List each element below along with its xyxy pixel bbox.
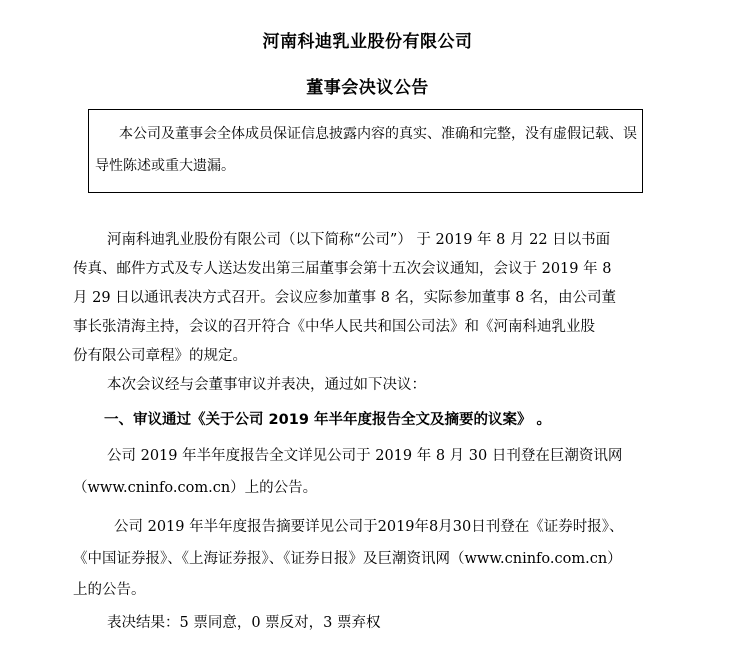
para3-line-1: 公司 2019 年半年度报告全文详见公司于 2019 年 8 月 30 日刊登在巨潮资讯网 (107, 448, 623, 464)
para1-line-3: 月 29 日以通讯表决方式召开。会议应参加董事 8 名，实际参加董事 8 名，由公司董 (73, 290, 617, 306)
disclaimer-box (88, 109, 643, 193)
para1-line-4: 事长张清海主持，会议的召开符合《中华人民共和国公司法》和《河南科迪乳业股 (73, 319, 595, 335)
para2-line: 本次会议经与会董事审议并表决，通过如下决议： (107, 377, 426, 393)
resolution-1-heading: 一、审议通过《关于公司 2019 年半年度报告全文及摘要的议案》 。 (104, 412, 551, 428)
para1-line-1: 河南科迪乳业股份有限公司（以下简称“公司”） 于 2019 年 8 月 22 日以书面 (107, 232, 611, 248)
vote-result: 表决结果：5 票同意，0 票反对，3 票弃权 (107, 615, 381, 631)
disclaimer-line-2: 导性陈述或重大遗漏。 (95, 158, 235, 174)
para4-line-1: 公司 2019 年半年度报告摘要详见公司于2019年8月30日刊登在《证券时报》、 (114, 519, 624, 535)
para1-line-2: 传真、邮件方式及专人送达发出第三届董事会第十五次会议通知，会议于 2019 年 8 (73, 261, 612, 277)
document-title: 董事会决议公告 (306, 78, 429, 98)
disclaimer-line-1: 本公司及董事会全体成员保证信息披露内容的真实、准确和完整，没有虚假记载、误 (119, 126, 637, 142)
company-name: 河南科迪乳业股份有限公司 (262, 32, 473, 52)
para4-line-3: 上的公告。 (73, 582, 146, 598)
para3-line-2: （www.cninfo.com.cn）上的公告。 (73, 480, 318, 496)
para1-line-5: 份有限公司章程》的规定。 (73, 348, 247, 364)
para4-line-2: 《中国证券报》、《上海证券报》、《证券日报》及巨潮资讯网（www.cninfo.com.cn） (73, 551, 622, 567)
